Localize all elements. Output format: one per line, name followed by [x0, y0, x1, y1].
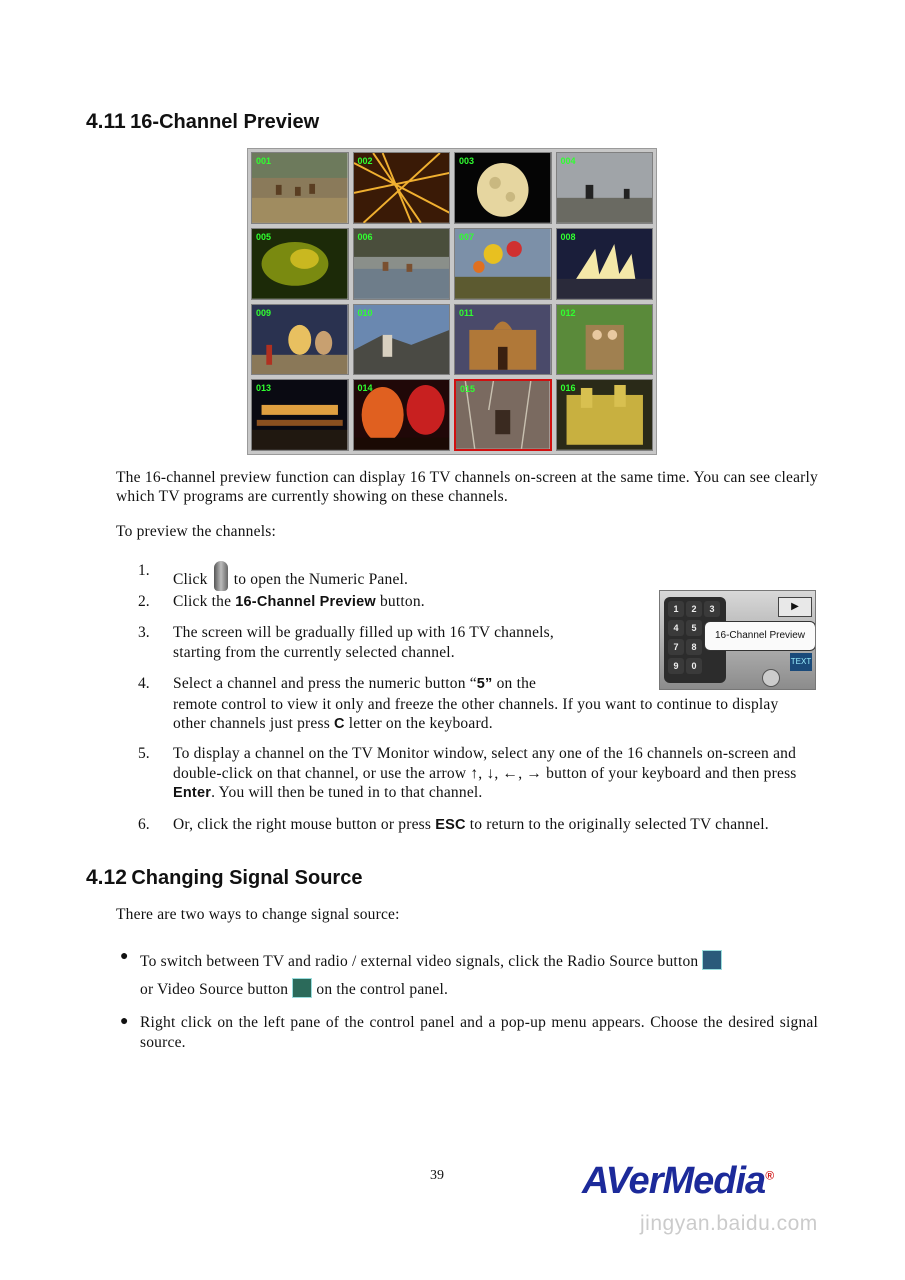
step-3: The screen will be gradually filled up with 16 TV channels, starting from the currently selected channel.: [173, 624, 554, 661]
watermark: jingyan.baidu.com: [640, 1212, 818, 1235]
video-source-icon[interactable]: [292, 978, 312, 998]
step-1: Click to open the Numeric Panel.: [173, 561, 623, 591]
step-number: 2.: [138, 593, 150, 610]
step-number: 3.: [138, 624, 150, 641]
section-number: 4.12: [86, 866, 127, 889]
section-title: Changing Signal Source: [131, 867, 363, 889]
step-4: Select a channel and press the numeric button “5” on the remote control to view it only and freeze the other channels. If you want to continue to display other channels just press C letter on the keyboard.: [173, 675, 779, 732]
numeric-key-1[interactable]: 1: [668, 601, 684, 617]
intro-paragraph: The 16-channel preview function can display 16 TV channels on-screen at the same time. You can see clearly which TV programs are currently showing on these channels.: [116, 469, 818, 505]
numeric-key-7[interactable]: 7: [668, 639, 684, 655]
numeric-key-5[interactable]: 5: [686, 620, 702, 636]
preview-lead: To preview the channels:: [116, 523, 276, 540]
bullet-2: Right click on the left pane of the control panel and a pop-up menu appears. Choose the desired signal source.: [140, 1014, 818, 1051]
channel-tile-010[interactable]: 010: [353, 304, 451, 376]
step-number: 5.: [138, 745, 150, 762]
channel-preview-grid: [247, 148, 657, 455]
numeric-key-0[interactable]: 0: [686, 658, 702, 674]
step-2: Click the 16-Channel Preview button.: [173, 593, 425, 610]
numeric-key-4[interactable]: 4: [668, 620, 684, 636]
channel-preview-tooltip: 16-Channel Preview: [704, 621, 816, 651]
numeric-key-9[interactable]: 9: [668, 658, 684, 674]
radio-source-icon[interactable]: [702, 950, 722, 970]
channel-tile-005[interactable]: 005: [251, 228, 349, 300]
channel-tile-003[interactable]: 003: [454, 152, 552, 224]
section-number: 4.11: [86, 110, 126, 133]
channel-tile-016[interactable]: 016: [556, 379, 654, 451]
numeric-panel-toggle-icon[interactable]: [214, 561, 228, 591]
bullet-dot: ●: [120, 1014, 129, 1029]
channel-tile-013[interactable]: 013: [251, 379, 349, 451]
channel-tile-004[interactable]: 004: [556, 152, 654, 224]
step-5: To display a channel on the TV Monitor window, select any one of the 16 channels on-screen and double-click on that channel, or use the arrow ↑, ↓, ←, → button of your keyboard and then press Enter. You will then be tuned in to that channel.: [173, 745, 797, 801]
channel-tile-002[interactable]: 002: [353, 152, 451, 224]
channel-tile-012[interactable]: 012: [556, 304, 654, 376]
page-number: 39: [430, 1168, 444, 1183]
channel-tile-008[interactable]: 008: [556, 228, 654, 300]
channel-tile-001[interactable]: 001: [251, 152, 349, 224]
step-number: 4.: [138, 675, 150, 692]
bullet-dot: ●: [120, 949, 129, 964]
step-6: Or, click the right mouse button or press ESC to return to the originally selected TV channel.: [173, 816, 769, 833]
channel-tile-015[interactable]: 015: [454, 379, 552, 451]
numeric-key-8[interactable]: 8: [686, 639, 702, 655]
channel-tile-009[interactable]: 009: [251, 304, 349, 376]
section-heading-4-11: [86, 110, 319, 134]
step-number: 1.: [138, 562, 150, 579]
avermedia-logo: AVerMedia®: [582, 1160, 774, 1202]
bullet-1: To switch between TV and radio / external video signals, click the Radio Source button or Video Source button on the control panel.: [140, 948, 820, 1004]
play-icon[interactable]: ▶: [778, 597, 812, 617]
step-number: 6.: [138, 816, 150, 833]
section-heading-4-12: [86, 866, 362, 890]
numeric-key-2[interactable]: 2: [686, 601, 702, 617]
section-title: 16-Channel Preview: [130, 111, 320, 133]
channel-tile-007[interactable]: 007: [454, 228, 552, 300]
channel-tile-014[interactable]: 014: [353, 379, 451, 451]
signal-lead: There are two ways to change signal source:: [116, 906, 400, 923]
channel-tile-011[interactable]: 011: [454, 304, 552, 376]
channel-tile-006[interactable]: 006: [353, 228, 451, 300]
numeric-key-3[interactable]: 3: [704, 601, 720, 617]
text-button[interactable]: TEXT: [790, 653, 812, 671]
